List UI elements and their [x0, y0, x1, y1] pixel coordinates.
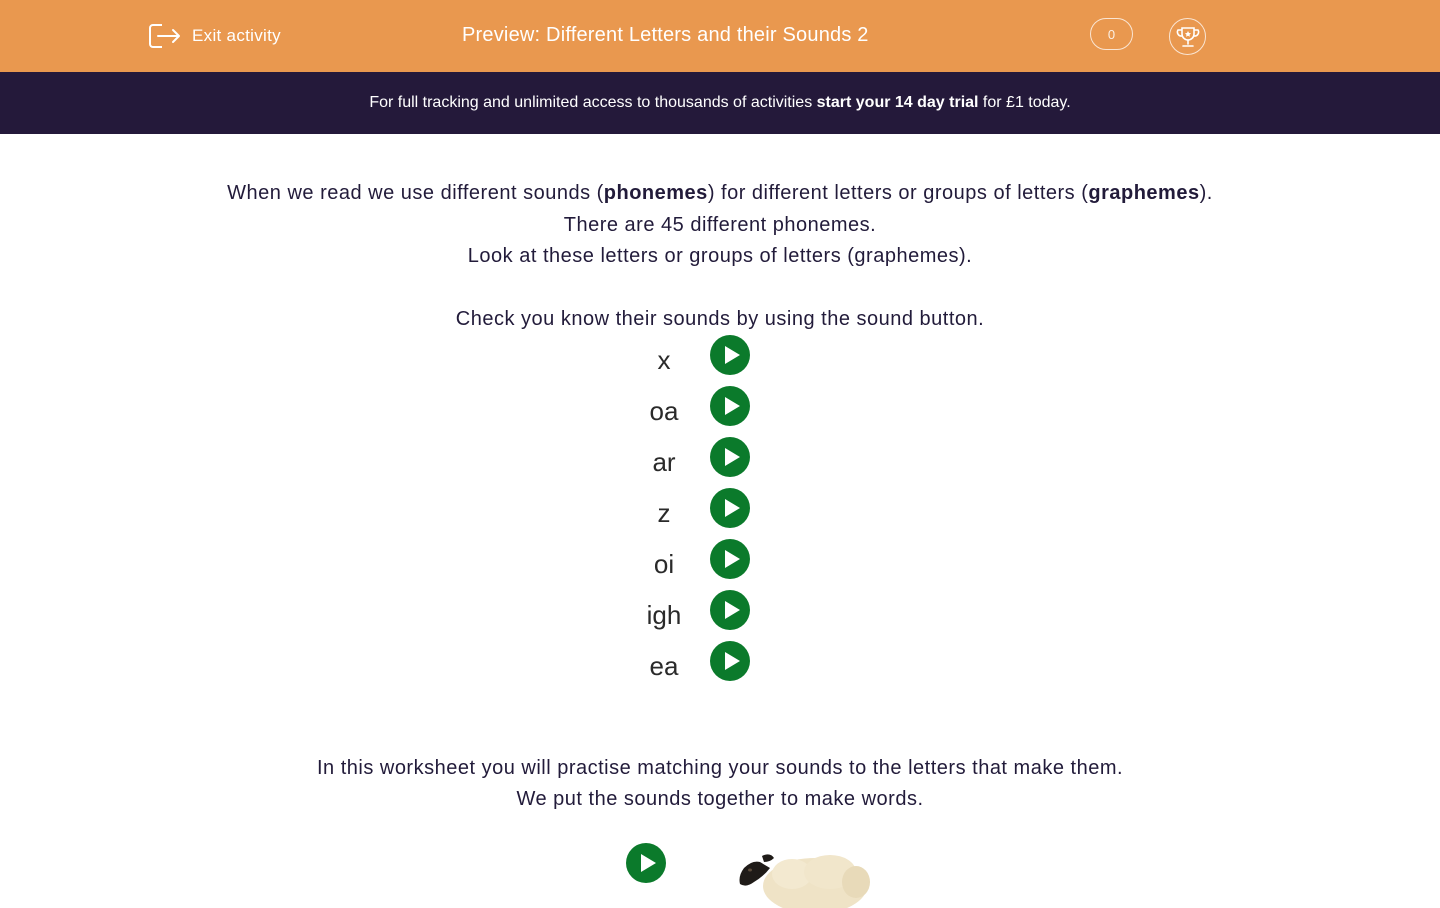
grapheme-row: [0, 591, 1440, 642]
exit-icon: [148, 22, 182, 50]
intro-line-3: Look at these letters or groups of letters (graphemes).: [467, 245, 973, 267]
grapheme-text: oa: [649, 396, 679, 426]
intro-line-1: [0, 178, 1440, 210]
grapheme-text: x: [657, 345, 671, 375]
play-sound-button[interactable]: [710, 437, 750, 477]
grapheme-text: ar: [652, 447, 676, 477]
play-sound-button[interactable]: [710, 641, 750, 681]
grapheme-text: z: [657, 498, 671, 528]
intro-line-2: There are 45 different phonemes.: [563, 213, 877, 236]
top-bar: [0, 0, 1440, 72]
grapheme-text: ea: [649, 651, 679, 681]
practice-line-2: We put the sounds together to make words.: [516, 788, 924, 810]
graphemes-bold: graphemes: [1088, 182, 1200, 204]
intro-line-1-part-c: ) for different letters or groups of letters (: [707, 182, 1089, 204]
play-sound-button[interactable]: [710, 590, 750, 630]
grapheme-text: oi: [653, 549, 675, 579]
grapheme-row: [0, 438, 1440, 489]
grapheme-row: [0, 336, 1440, 387]
practice-text: [0, 753, 1440, 815]
banner-text: For full tracking and unlimited access to thousands of activities: [369, 94, 817, 111]
exit-activity-label: Exit activity: [192, 26, 281, 45]
play-sound-button[interactable]: [710, 488, 750, 528]
grapheme-text: igh: [646, 600, 682, 630]
grapheme-row: [0, 540, 1440, 591]
score-badge: 0: [1090, 18, 1133, 50]
phonemes-bold: phonemes: [603, 182, 708, 204]
intro-line-1-part-e: ).: [1199, 182, 1213, 204]
page-title: Preview: Different Letters and their Sounds 2: [462, 24, 869, 46]
play-sound-button[interactable]: [710, 539, 750, 579]
trophy-button[interactable]: [1169, 18, 1206, 55]
grapheme-row: [0, 387, 1440, 438]
play-word-sound-button[interactable]: [626, 843, 666, 883]
trial-banner: [0, 72, 1440, 134]
intro-line-1-part-a: When we read we use different sounds (: [227, 182, 604, 204]
trial-link[interactable]: start your 14 day trial: [816, 94, 979, 111]
play-sound-button[interactable]: [710, 386, 750, 426]
sheep-image: [730, 848, 875, 908]
play-sound-button[interactable]: [710, 335, 750, 375]
intro-text: [0, 178, 1440, 335]
exit-activity-button[interactable]: [148, 21, 281, 51]
trophy-icon: [1176, 26, 1200, 48]
grapheme-row: [0, 489, 1440, 540]
grapheme-row: [0, 642, 1440, 693]
banner-text-end: for £1 today.: [978, 94, 1071, 111]
practice-line-1: In this worksheet you will practise matching your sounds to the letters that make them.: [316, 757, 1124, 779]
intro-line-4: Check you know their sounds by using the sound button.: [455, 307, 985, 330]
